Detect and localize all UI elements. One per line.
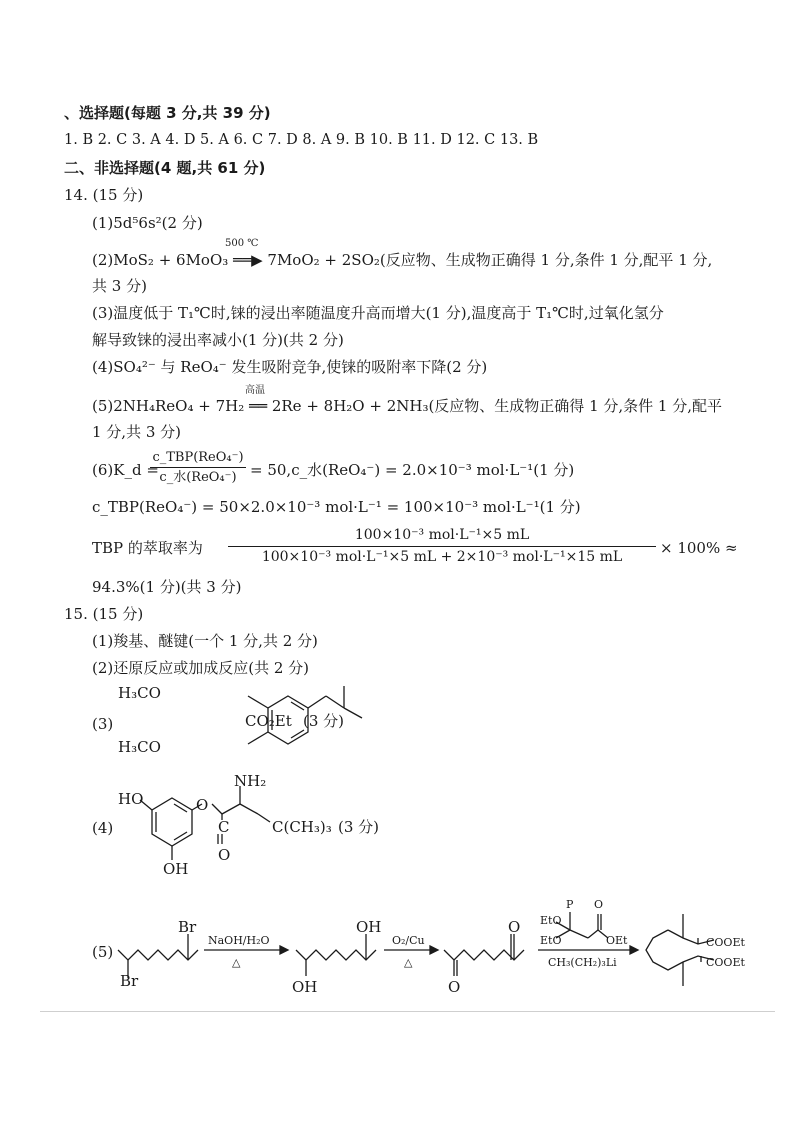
q14-a4: (4)SO₄²⁻ 与 ReO₄⁻ 发生吸附竞争,使铼的吸附率下降(2 分) <box>92 358 488 376</box>
q15-a1: (1)羧基、醚键(一个 1 分,共 2 分) <box>92 632 318 650</box>
q15-a3-methoxy-bottom: H₃CO <box>118 738 161 756</box>
q15-a5-step2-reagent: O₂/Cu <box>392 934 425 947</box>
q14-a2-condition: 500 ℃ <box>225 238 259 249</box>
q15-a4-carbonyl-c: C <box>218 818 230 836</box>
q14-a6-prefix2: TBP 的萃取率为 <box>92 539 203 557</box>
q15-a4-score: (3 分) <box>338 818 380 836</box>
q15-a5-bromo-bottom: Br <box>120 972 139 990</box>
q14-a6-prefix: (6)K_d = <box>92 461 159 479</box>
q14-a3-line2: 解导致铼的浸出率减小(1 分)(共 2 分) <box>92 331 344 349</box>
q15-a4-label: (4) <box>92 819 114 837</box>
q14-a6-fraction-bar2 <box>228 546 656 547</box>
q14-a6-line4: 94.3%(1 分)(共 3 分) <box>92 578 242 596</box>
q15-a4-hydroxyl-top: HO <box>118 790 144 808</box>
q15-a5-hydroxyl-top: OH <box>356 918 382 936</box>
q15-a3-score: (3 分) <box>303 712 345 730</box>
q14-a5-cont: 1 分,共 3 分) <box>92 423 182 441</box>
q14-a6-suffix2: × 100% ≈ <box>660 539 738 557</box>
q15-a3-label: (3) <box>92 715 114 733</box>
q14-a2-cont: 共 3 分) <box>92 277 147 295</box>
q15-a5-reagent-oet: OEt <box>606 934 628 947</box>
q15-a5-product-ester1: COOEt <box>706 936 745 949</box>
q14-a5-condition: 高温 <box>245 385 265 396</box>
q15-a5-label: (5) <box>92 943 114 961</box>
q15-a4-tbutyl: C(CH₃)₃ <box>272 818 332 836</box>
q15-a5-keto-o1: O <box>448 978 461 996</box>
q15-a5-product-ester2: COOEt <box>706 956 745 969</box>
q14-a3-line1: (3)温度低于 T₁℃时,铼的浸出率随温度升高而增大(1 分),温度高于 T₁℃时,过氧化氢分 <box>92 304 664 322</box>
q14-a2-main: (2)MoS₂ + 6MoO₃ ══▶ 7MoO₂ + 2SO₂(反应物、生成物正确得 1 分,条件 1 分,配平 1 分, <box>92 251 713 269</box>
q14-a6-denominator2: 100×10⁻³ mol·L⁻¹×5 mL + 2×10⁻³ mol·L⁻¹×15 mL <box>261 549 623 565</box>
q15-a4-hydroxyl-bottom: OH <box>163 860 189 878</box>
q15-a5-reagent-eto1: EtO <box>540 914 562 927</box>
q15-a4-ether-o: O <box>196 796 209 814</box>
q15-a5-scheme <box>108 900 768 1000</box>
q15-a3-ester: CO₂Et <box>245 712 292 730</box>
q15-a5-reagent-o: O <box>594 898 604 911</box>
q15-a4-carbonyl-o: O <box>218 846 231 864</box>
q14-a1: (1)5d⁵6s²(2 分) <box>92 214 203 232</box>
q14-title: 14. (15 分) <box>64 186 144 204</box>
q15-a3-methoxy-top: H₃CO <box>118 684 161 702</box>
q15-a2: (2)还原反应或加成反应(共 2 分) <box>92 659 310 677</box>
q14-a6-fraction-bar <box>150 467 246 468</box>
q15-a4-amino: NH₂ <box>234 772 267 790</box>
mcq-answers: 1. B 2. C 3. A 4. D 5. A 6. C 7. D 8. A 9. B 10. B 11. D 12. C 13. B <box>64 132 539 148</box>
q15-a5-step2-heat: △ <box>404 956 413 969</box>
q15-title: 15. (15 分) <box>64 605 144 623</box>
q14-a6-numerator2: 100×10⁻³ mol·L⁻¹×5 mL <box>354 527 530 543</box>
q14-a6-suffix: = 50,c_水(ReO₄⁻) = 2.0×10⁻³ mol·L⁻¹(1 分) <box>250 461 575 479</box>
q14-a6-numerator: c_TBP(ReO₄⁻) <box>152 450 244 465</box>
section2-heading: 二、非选择题(4 题,共 61 分) <box>64 159 266 177</box>
q15-a5-hydroxyl-bottom: OH <box>292 978 318 996</box>
bottom-divider <box>40 1011 775 1012</box>
q15-a5-step1-heat: △ <box>232 956 241 969</box>
q14-a6-denominator: c_水(ReO₄⁻) <box>159 470 237 485</box>
q15-a5-bromo-top: Br <box>178 918 197 936</box>
q15-a5-keto-o2: O <box>508 918 521 936</box>
q14-a5-main: (5)2NH₄ReO₄ + 7H₂ ══ 2Re + 8H₂O + 2NH₃(反应物、生成物正确得 1 分,条件 1 分,配平 <box>92 397 723 415</box>
q14-a6-line2: c_TBP(ReO₄⁻) = 50×2.0×10⁻³ mol·L⁻¹ = 100×10⁻³ mol·L⁻¹(1 分) <box>92 498 581 516</box>
section1-heading: 、选择题(每题 3 分,共 39 分) <box>64 104 271 122</box>
q15-a5-reagent-p: P <box>566 898 574 911</box>
q15-a5-step3-base: CH₃(CH₂)₃Li <box>548 956 617 969</box>
q15-a5-step1-reagent: NaOH/H₂O <box>208 934 270 947</box>
q15-a5-reagent-eto2: EtO <box>540 934 562 947</box>
